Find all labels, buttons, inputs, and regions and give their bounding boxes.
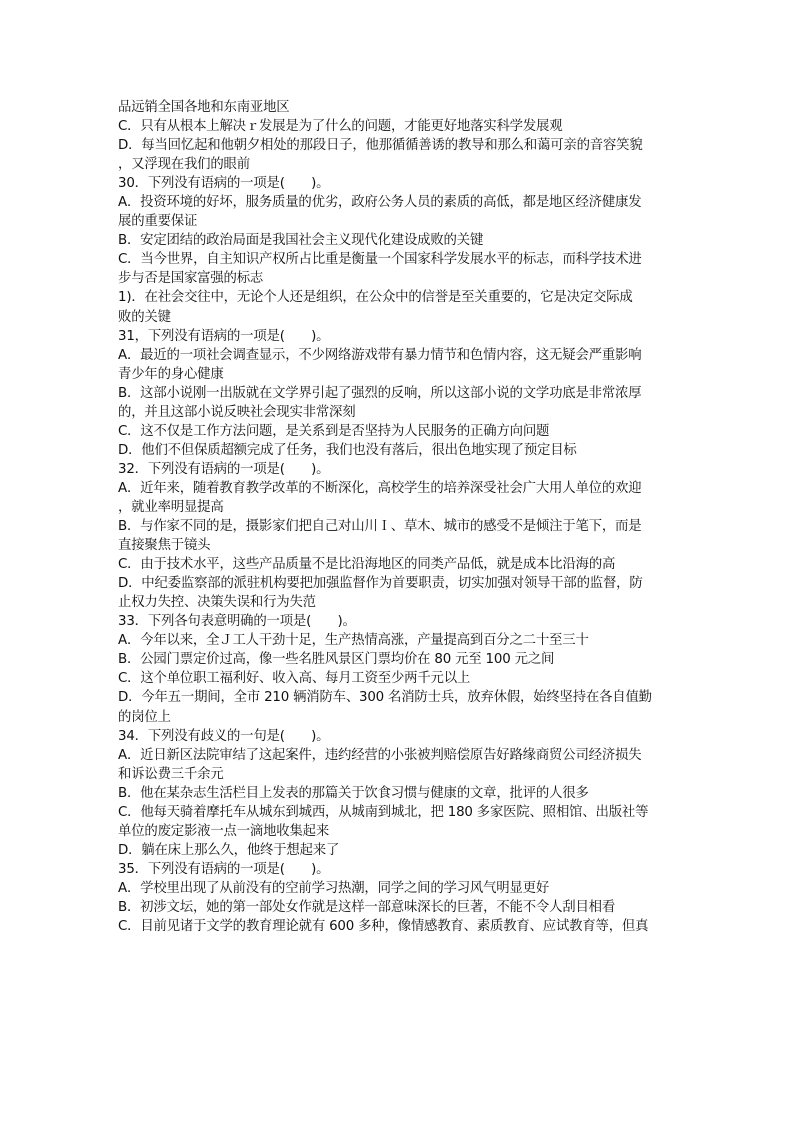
question-line: 33．下列各句表意明确的一项是( )。 [118, 614, 356, 630]
option-line: A．近日新区法院审结了这起案件，违约经营的小张被判赔偿原告好路缘商贸公司经济损失 [118, 747, 642, 763]
question-line: 35．下列没有语病的一项是( )。 [118, 861, 330, 877]
option-line: A．最近的一项社会调查显示，不少网络游戏带有暴力情节和色情内容，这无疑会严重影响 [118, 347, 642, 363]
option-line: A．投资环境的好坏，服务质量的优劣，政府公务人员的素质的高低，都是地区经济健康发 [118, 195, 642, 211]
text-line: 单位的废定影液一点一滴地收集起来 [118, 823, 330, 839]
option-line: B．这部小说刚一出版就在文学界引起了强烈的反响，所以这部小说的文学功底是非常浓厚 [118, 385, 642, 401]
text-line: 和诉讼费三千余元 [118, 766, 224, 782]
question-line: 34．下列没有歧义的一句是( )。 [118, 728, 330, 744]
option-line: D．每当回忆起和他朝夕相处的那段日子，他那循循善诱的教导和那么和蔼可亲的音容笑貌 [118, 138, 643, 154]
option-line: C．只有从根本上解决ｒ发展是为了什么的问题，才能更好地落实科学发展观 [118, 119, 563, 135]
option-line: A．学校里出现了从前没有的空前学习热潮，同学之间的学习风气明显更好 [118, 880, 550, 896]
option-line: A．近年来，随着教育教学改革的不断深化，高校学生的培养深受社会广大用人单位的欢迎 [118, 480, 642, 496]
option-line: B．他在某杂志生活栏目上发表的那篇关于饮食习惯与健康的文章，批评的人很多 [118, 785, 589, 801]
text-line: 品远销全国各地和东南亚地区 [118, 100, 290, 115]
option-line: C．这个单位职工福利好、收入高、每月工资至少两千元以上 [118, 671, 471, 687]
text-line: 直接聚焦于镜头 [118, 538, 211, 554]
option-line: 1)．在社会交往中，无论个人还是组织，在公众中的信誉是至关重要的，它是决定交际成 [118, 290, 633, 306]
option-line: B．安定团结的政治局面是我国社会主义现代化建设成败的关键 [118, 233, 484, 249]
option-line: C．当今世界，自主知识产权所占比重是衡量一个国家科学发展水平的标志，而科学技术进 [118, 252, 642, 268]
text-line: 的岗位上 [118, 709, 171, 725]
option-line: D．躺在床上那么久，他终于想起来了 [118, 842, 340, 858]
text-line: 止权力失控、决策失误和行为失范 [118, 595, 316, 611]
option-line: D．今年五一期间，全市 210 辆消防车、300 名消防士兵，放弃休假，始终坚持在各自值勤 [118, 690, 652, 706]
option-line: B．初涉文坛，她的第一部处女作就是这样一部意味深长的巨著，不能不令人刮目相看 [118, 899, 616, 915]
question-line: 30．下列没有语病的一项是( )。 [118, 176, 330, 192]
question-line: 31，下列没有语病的一项是( )。 [118, 328, 330, 344]
option-line: D．他们不但保质超额完成了任务，我们也没有落后，很出色地实现了预定目标 [118, 442, 577, 458]
option-line: C．由于技术水平，这些产品质量不是比沿海地区的同类产品低，就是成本比沿海的高 [118, 557, 616, 573]
option-line: B．与作家不同的是，摄影家们把自己对山川Ｉ、草木、城市的感受不是倾注于笔下，而是 [118, 519, 642, 535]
option-line: C．他每天骑着摩托车从城东到城西，从城南到城北，把 180 多家医院、照相馆、出版社等 [118, 804, 649, 820]
option-line: D．中纪委监察部的派驻机构要把加强监督作为首要职责，切实加强对领导干部的监督，防 [118, 576, 643, 592]
document-page [118, 98, 688, 936]
option-line: C．这不仅是工作方法问题，是关系到是否坚持为人民服务的正确方向问题 [118, 423, 550, 439]
text-line: 步与否是国家富强的标志 [118, 271, 264, 287]
text-line: 展的重要保证 [118, 214, 198, 230]
text-line: ，又浮现在我们的眼前 [118, 157, 250, 173]
option-line: A．今年以来，全Ｊ工人干劲十足，生产热情高涨，产量提高到百分之二十至三十 [118, 633, 589, 649]
text-line: ，就业率明显提高 [118, 499, 224, 515]
text-line: 败的关键 [118, 309, 171, 325]
option-line: C．目前见诸于文学的教育理论就有 600 多种，像情感教育、素质教育、应试教育等，但真 [118, 919, 649, 935]
question-line: 32．下列没有语病的一项是( )。 [118, 461, 330, 477]
text-line: 青少年的身心健康 [118, 366, 224, 382]
text-line: 的，并且这部小说反映社会现实非常深刻 [118, 404, 356, 420]
option-line: B．公园门票定价过高，像一些名胜风景区门票均价在 80 元至 100 元之间 [118, 652, 555, 668]
